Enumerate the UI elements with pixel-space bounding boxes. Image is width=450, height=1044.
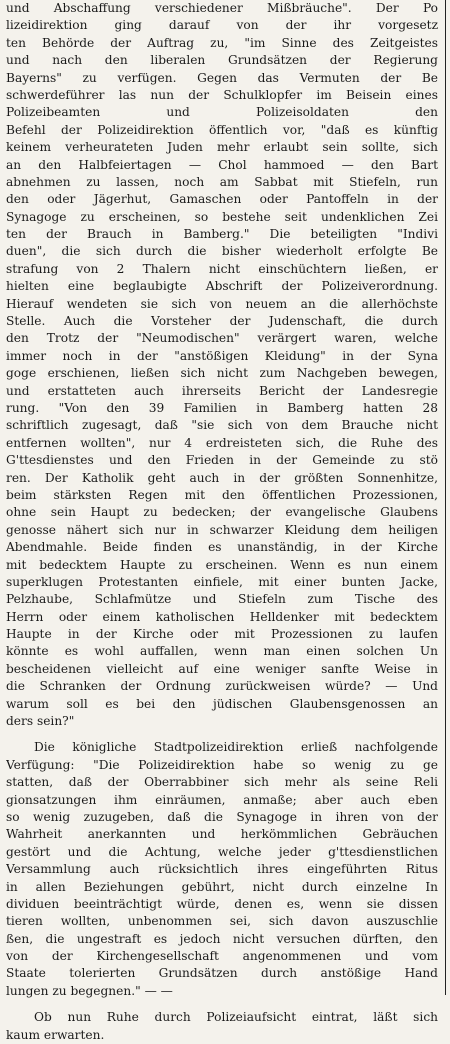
paragraph-gap	[6, 730, 438, 739]
text-line: abnehmen zu lassen, noch am Sabbat mit Stiefeln, run	[6, 174, 438, 189]
text-line: genosse nähert sich nur in schwarzer Kleidung dem heiligen	[6, 522, 438, 537]
text-line: und erstatteten auch ihrerseits Bericht der Landesregie	[6, 383, 438, 398]
text-line: Die königliche Stadtpolizeidirektion erließ nachfolgende	[34, 740, 438, 755]
text-line: lizeidirektion ging darauf von der ihr vorgesetz	[6, 18, 438, 33]
text-line: die Schranken der Ordnung zurückweisen würde? — Und	[6, 679, 438, 694]
text-line: entfernen wollten", nur 4 erdreisteten sich, die Ruhe des	[6, 435, 438, 450]
text-line: Verfügung: "Die Polizeidirektion habe so wenig zu ge	[6, 757, 438, 772]
text-line: und nach den liberalen Grundsätzen der Regierung	[6, 53, 438, 68]
paragraph	[6, 739, 438, 1000]
text-line: duen", die sich durch die bisher wiederholt erfolgte Be	[6, 244, 438, 259]
text-line: an den Halbfeiertagen — Chol hammoed — den Bart	[6, 157, 438, 172]
text-line: Abendmahle. Beide finden es unanständig, in der Kirche	[6, 540, 438, 555]
text-line: Hierauf wendeten sie sich von neuem an die allerhöchste	[6, 296, 438, 311]
text-line: Befehl der Polizeidirektion öffentlich vor, "daß es künftig	[6, 122, 438, 137]
text-line: Staate tolerierten Grundsätzen durch anstößige Hand	[6, 966, 438, 981]
text-line: ren. Der Katholik geht auch in der größten Sonnenhitze,	[6, 470, 438, 485]
text-line: G'ttesdienstes und den Frieden in der Gemeinde zu stö	[6, 453, 438, 468]
text-line: ders sein?"	[6, 714, 75, 729]
paragraph	[6, 0, 438, 730]
text-line: von der Kirchengesellschaft angenommenen und vom	[6, 949, 438, 964]
paragraph-gap	[6, 1000, 438, 1009]
text-line: keinem verheurateten Juden mehr erlaubt sein sollte, sich	[6, 140, 438, 155]
text-line: Ob nun Ruhe durch Polizeiaufsicht eintrat, läßt sich	[34, 1010, 438, 1025]
text-line: in allen Beziehungen gebührt, nicht durch einzelne In	[6, 879, 438, 894]
text-line: ßen, die ungestraft es jedoch nicht versuchen dürften, den	[6, 931, 438, 946]
text-line: Versammlung auch rücksichtlich ihres eingeführten Ritus	[6, 862, 438, 877]
text-line: und Abschaffung verschiedener Mißbräuche". Der Po	[6, 1, 438, 15]
text-line: rung. "Von den 39 Familien in Bamberg hatten 28	[6, 400, 438, 415]
text-line: schwerdeführer las nun der Schulklopfer im Beisein eines	[6, 87, 438, 102]
text-line: hielten eine beglaubigte Abschrift der Polizeiverordnung.	[6, 279, 438, 294]
text-line: Bayerns" zu verfügen. Gegen das Vermuten der Be	[6, 70, 438, 85]
text-line: immer noch in der "anstößigen Kleidung" in der Syna	[6, 348, 438, 363]
text-line: tieren wollten, unbenommen sei, sich davon auszuschlie	[6, 914, 438, 929]
text-line: Pelzhaube, Schlafmütze und Stiefeln zum Tische des	[6, 592, 438, 607]
column-rule	[445, 0, 446, 995]
text-line: lungen zu begegnen." — —	[6, 983, 173, 998]
text-line: gionsatzungen ihm einräumen, anmaße; aber auch eben	[6, 792, 438, 807]
text-line: mit bedecktem Haupte zu erscheinen. Wenn es nun einem	[6, 557, 438, 572]
paragraph	[6, 1009, 438, 1044]
text-line: bescheidenen vielleicht auf eine weniger sanfte Weise in	[6, 661, 438, 676]
text-line: Stelle. Auch die Vorsteher der Judenschaft, die durch	[6, 314, 438, 329]
text-line: ten der Brauch in Bamberg." Die beteiligten "Indivi	[6, 227, 438, 242]
text-line: Polizeibeamten und Polizeisoldaten den	[6, 105, 438, 120]
text-line: den oder Jägerhut, Gamaschen oder Pantoffeln in der	[6, 192, 438, 207]
text-line: strafung von 2 Thalern nicht einschüchtern ließen, er	[6, 261, 438, 276]
article-column	[6, 0, 438, 1044]
text-line: warum soll es bei den jüdischen Glaubensgenossen an	[6, 696, 438, 711]
text-line: Haupte in der Kirche oder mit Prozessionen zu laufen	[6, 627, 438, 642]
text-line: dividuen beeinträchtigt würde, denen es, wenn sie dissen	[6, 896, 438, 911]
text-line: ten Behörde der Auftrag zu, "im Sinne des Zeitgeistes	[6, 35, 438, 50]
text-line: schriftlich zugesagt, daß "sie sich von dem Brauche nicht	[6, 418, 438, 433]
text-line: Synagoge zu erscheinen, so bestehe seit undenklichen Zei	[6, 209, 438, 224]
text-line: so wenig zuzugeben, daß die Synagoge in ihren von der	[6, 809, 438, 824]
text-line: kaum erwarten.	[6, 1027, 105, 1042]
text-line: goge erschienen, ließen sich nicht zum Nachgeben bewegen,	[6, 366, 438, 381]
text-line: den Trotz der "Neumodischen" verärgert waren, welche	[6, 331, 438, 346]
text-line: könnte es wohl auffallen, wenn man einen solchen Un	[6, 644, 438, 659]
text-line: ohne sein Haupt zu bedecken; der evangelische Glaubens	[6, 505, 438, 520]
text-line: Wahrheit anerkannten und herkömmlichen Gebräuchen	[6, 827, 438, 842]
text-line: gestört und die Achtung, welche jeder g'ttesdienstlichen	[6, 844, 438, 859]
text-line: statten, daß der Oberrabbiner sich mehr als seine Reli	[6, 775, 438, 790]
text-line: Herrn oder einem katholischen Helldenker mit bedecktem	[6, 609, 438, 624]
text-line: beim stärksten Regen mit den öffentlichen Prozessionen,	[6, 487, 438, 502]
text-line: superklugen Protestanten einfiele, mit einer bunten Jacke,	[6, 574, 438, 589]
